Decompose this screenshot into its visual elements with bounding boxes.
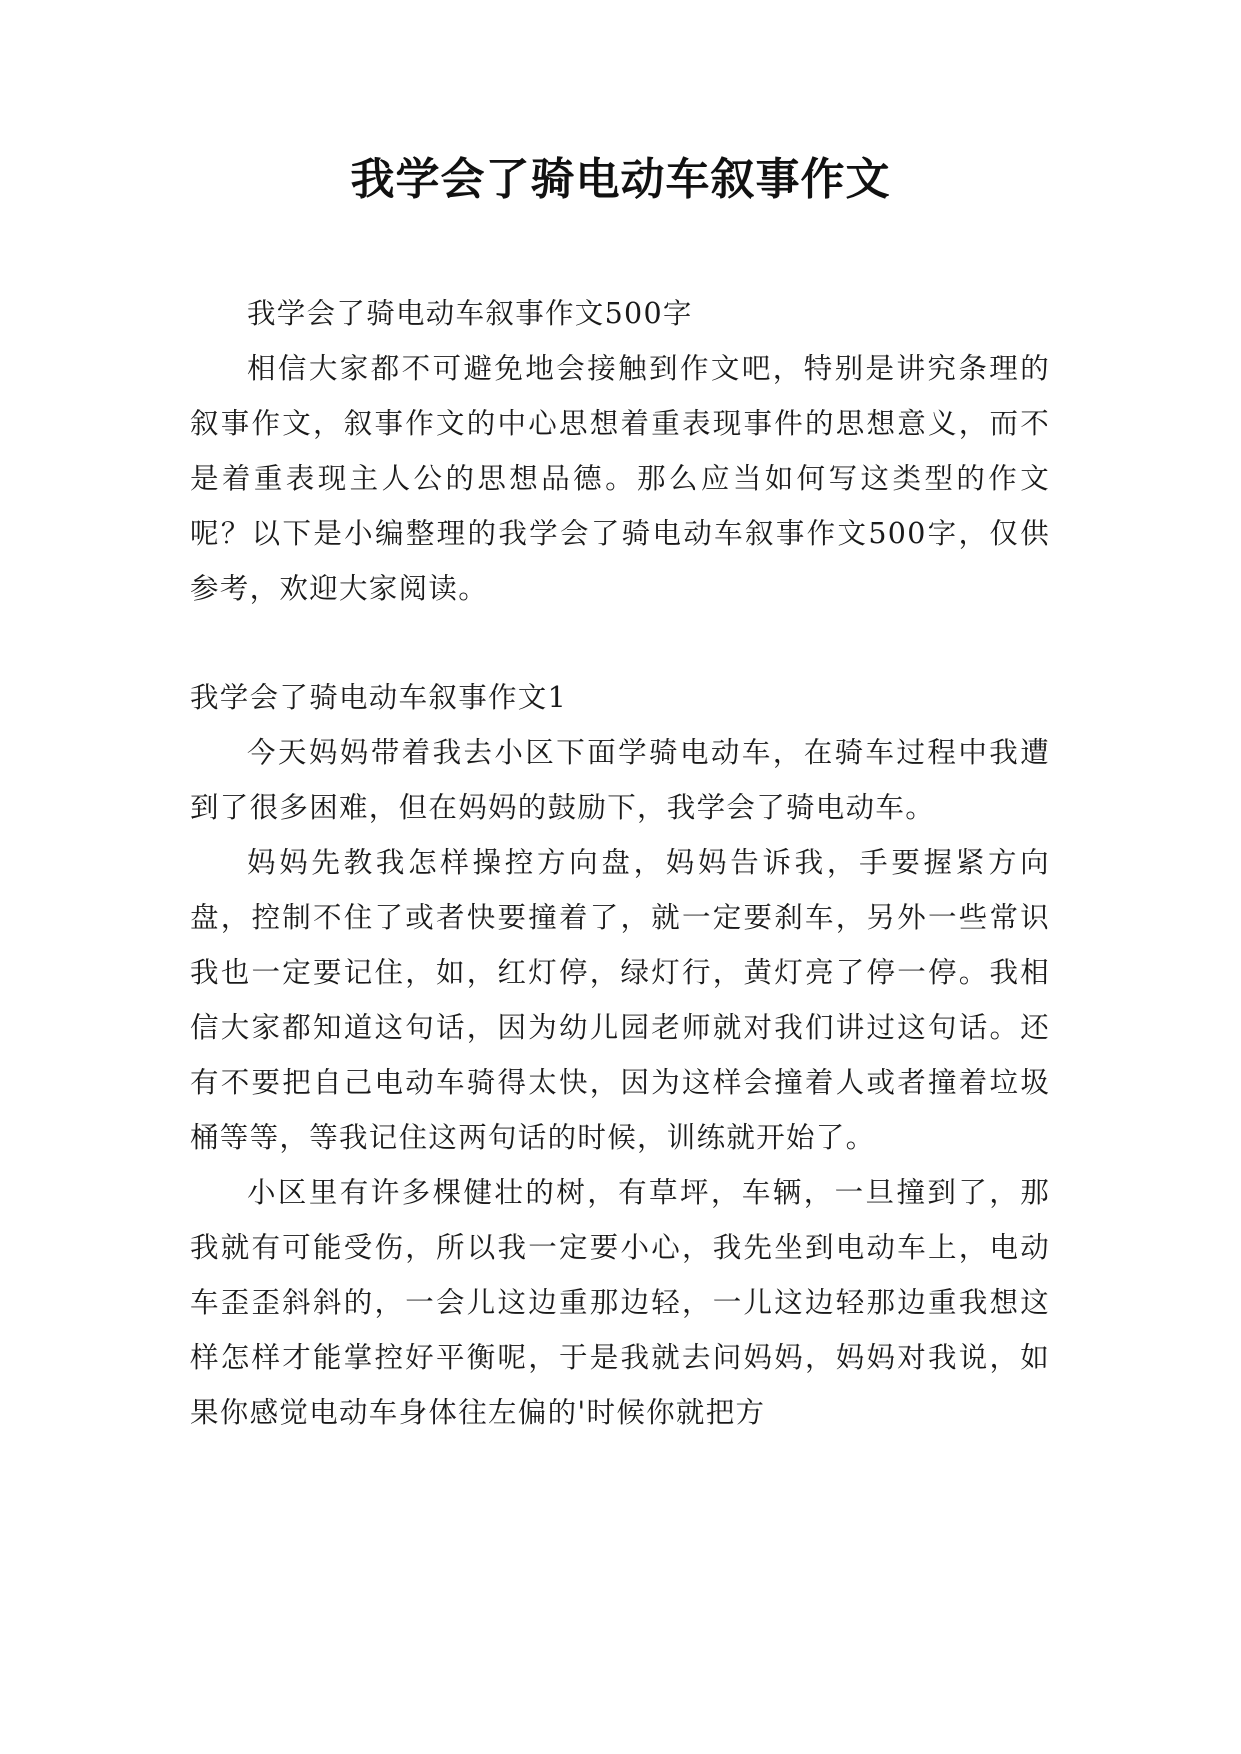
body-paragraph: 今天妈妈带着我去小区下面学骑电动车，在骑车过程中我遭到了很多困难，但在妈妈的鼓励下，我学会了骑电动车。	[190, 736, 1050, 824]
intro-paragraph: 相信大家都不可避免地会接触到作文吧，特别是讲究条理的叙事作文，叙事作文的中心思想着重表现事件的思想意义，而不是着重表现主人公的思想品德。那么应当如何写这类型的作文呢？以下是小编整理的我学会了骑电动车叙事作文500字，仅供参考，欢迎大家阅读。	[190, 352, 1050, 605]
body-paragraph: 小区里有许多棵健壮的树，有草坪，车辆，一旦撞到了，那我就有可能受伤，所以我一定要小心，我先坐到电动车上，电动车歪歪斜斜的，一会儿这边重那边轻，一儿这边轻那边重我想这样怎样才能掌控好平衡呢，于是我就去问妈妈，妈妈对我说，如果你感觉电动车身体往左偏的'时候你就把方	[190, 1176, 1050, 1429]
document-body	[190, 286, 1050, 1440]
essay-subtitle: 我学会了骑电动车叙事作文500字	[247, 297, 693, 330]
document-title: 我学会了骑电动车叙事作文	[350, 154, 891, 205]
body-paragraph: 妈妈先教我怎样操控方向盘，妈妈告诉我，手要握紧方向盘，控制不住了或者快要撞着了，就一定要刹车，另外一些常识我也一定要记住，如，红灯停，绿灯行，黄灯亮了停一停。我相信大家都知道这句话，因为幼儿园老师就对我们讲过这句话。还有不要把自己电动车骑得太快，因为这样会撞着人或者撞着垃圾桶等等，等我记住这两句话的时候，训练就开始了。	[190, 846, 1050, 1154]
section-heading: 我学会了骑电动车叙事作文1	[190, 681, 568, 714]
